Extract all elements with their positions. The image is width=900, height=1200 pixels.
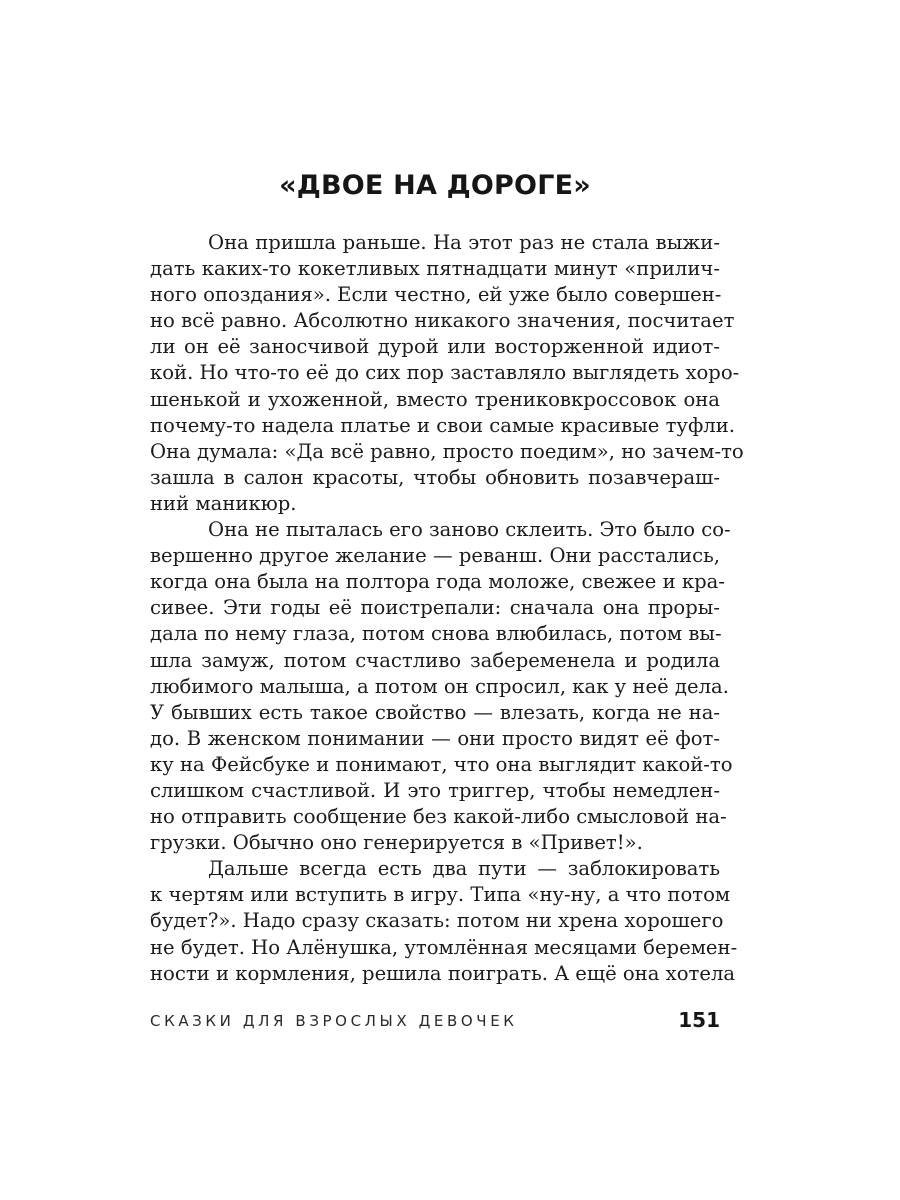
text-line: вершенно другое желание — реванш. Они расстались, <box>150 544 720 568</box>
text-line: У бывших есть такое свойство — влезать, когда не на- <box>150 700 720 724</box>
text-line: но отправить сообщение без какой-либо смысловой на- <box>150 805 727 829</box>
text-line: дала по нему глаза, потом снова влюбилась, потом вы- <box>150 622 722 646</box>
text-line: до. В женском понимании — они просто видят её фот- <box>150 726 720 750</box>
text-line: ли он её заносчивой дурой или восторженной идиот- <box>150 335 720 359</box>
text-line: Она пришла раньше. На этот раз не стала выжи- <box>208 231 720 254</box>
text-line: ний маникюр. <box>150 491 297 515</box>
text-line: слишком счастливой. И это триггер, чтобы немедлен- <box>150 778 720 802</box>
text-line: кой. Но что-то её до сих пор заставляло выглядеть хоро- <box>150 361 740 385</box>
page-footer <box>150 1008 720 1034</box>
text-line: любимого малыша, а потом он спросил, как у неё дела. <box>150 674 729 698</box>
chapter-title: «ДВОЕ НА ДОРОГЕ» <box>279 170 591 201</box>
running-title: СКАЗКИ ДЛЯ ВЗРОСЛЫХ ДЕВОЧЕК <box>150 1012 518 1030</box>
text-line: дать каких-то кокетливых пятнадцати минут «прилич- <box>150 257 720 281</box>
text-line: ку на Фейсбуке и понимают, что она выглядит какой-то <box>150 752 733 776</box>
text-line: почему-то надела платье и свои самые красивые туфли. <box>150 413 736 437</box>
text-line: когда она была на полтора года моложе, свежее и кра- <box>150 570 725 594</box>
text-line: Она думала: «Да всё равно, просто поедим», но зачем-то <box>150 439 744 463</box>
body-text <box>150 230 744 987</box>
text-line: зашла в салон красоты, чтобы обновить позавчераш- <box>150 465 720 489</box>
text-line: ности и кормления, решила поиграть. А ещё она хотела <box>150 961 736 985</box>
page-number: 151 <box>678 1008 720 1032</box>
text-line: грузки. Обычно оно генерируется в «Привет!». <box>150 831 643 855</box>
text-line: сивее. Эти годы её поистрепали: сначала она проры- <box>150 596 720 620</box>
text-line: Она не пыталась его заново склеить. Это было со- <box>208 518 731 542</box>
text-line: шла замуж, потом счастливо забеременела и родила <box>150 648 720 672</box>
text-line: но всё равно. Абсолютно никакого значения, посчитает <box>150 309 735 333</box>
text-line: будет?». Надо сразу сказать: потом ни хрена хорошего <box>150 909 724 933</box>
text-line: не будет. Но Алёнушка, утомлённая месяцами беремен- <box>150 935 738 959</box>
text-line: шенькой и ухоженной, вместо трениковкроссовок она <box>150 387 720 411</box>
text-line: Дальше всегда есть два пути — заблокировать <box>208 857 720 881</box>
text-line: ного опоздания». Если честно, ей уже было совершен- <box>150 283 722 307</box>
text-line: к чертям или вступить в игру. Типа «ну-ну, а что потом <box>150 883 731 907</box>
